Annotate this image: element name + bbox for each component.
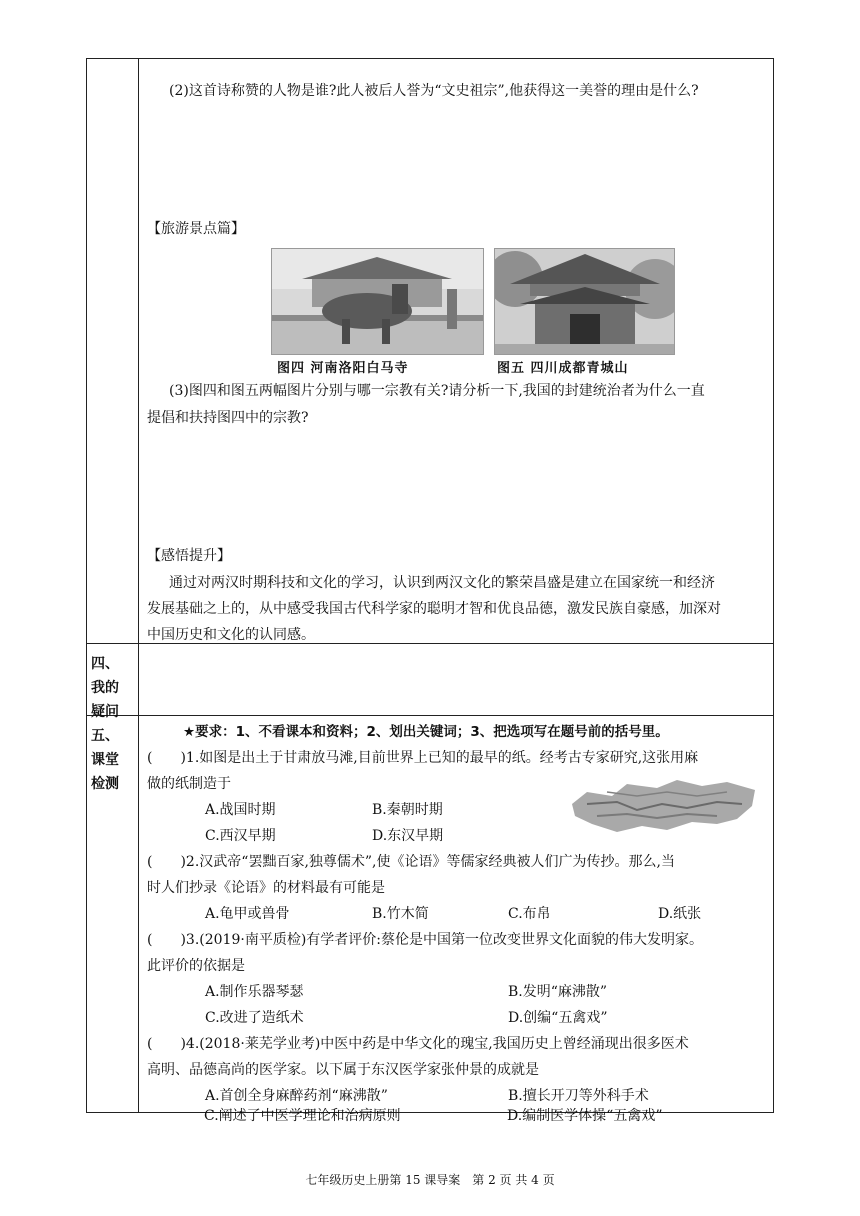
- table-row-my-questions: [87, 644, 773, 720]
- row-label-empty: [87, 59, 139, 643]
- page-footer: 七年级历史上册第 15 课导案 第 2 页 共 4 页: [305, 1173, 555, 1187]
- q4-option-a[interactable]: A.首创全身麻醉药剂“麻沸散”: [205, 1088, 388, 1104]
- q1-option-b[interactable]: B.秦朝时期: [372, 802, 443, 818]
- q1-option-a[interactable]: A.战国时期: [205, 802, 276, 818]
- q3-option-c[interactable]: C.改进了造纸术: [205, 1010, 304, 1026]
- q3-option-b[interactable]: B.发明“麻沸散”: [508, 984, 608, 1000]
- q3-option-d[interactable]: D.创编“五禽戏”: [508, 1010, 608, 1026]
- question-2: (2)这首诗称赞的人物是谁?此人被后人誉为“文史祖宗”,他获得这一美誉的理由是什么?: [169, 83, 699, 99]
- insight-line2: 发展基础之上的，从中感受我国古代科学家的聪明才智和优良品德，激发民族自豪感，加深对: [147, 601, 721, 617]
- photo-baima-temple: [271, 248, 484, 355]
- q2-option-a[interactable]: A.龟甲或兽骨: [205, 906, 290, 922]
- table-row-questions: [87, 59, 773, 644]
- q2-option-d[interactable]: D.纸张: [658, 906, 702, 922]
- q4-option-d[interactable]: D.编制医学体操“五禽戏”: [507, 1108, 663, 1124]
- test-q4-line1: ( )4.(2018·莱芜学业考)中医中药是中华文化的瑰宝,我国历史上曾经涌现出很多医术: [147, 1036, 689, 1052]
- caption-figure-4: 图四 河南洛阳白马寺: [277, 361, 409, 376]
- photo-qingcheng-mountain: [494, 248, 675, 355]
- classroom-test-cell: [139, 716, 773, 1112]
- question-3-line1: (3)图四和图五两幅图片分别与哪一宗教有关?请分析一下,我国的封建统治者为什么一直: [169, 383, 705, 399]
- q2-option-b[interactable]: B.竹木简: [372, 906, 429, 922]
- row-label-classroom-test: 五、 课堂 检测: [87, 716, 139, 1112]
- q4-option-b[interactable]: B.擅长开刀等外科手术: [508, 1088, 649, 1104]
- test-q2-line1: ( )2.汉武帝“罢黜百家,独尊儒术”,使《论语》等儒家经典被人们广为传抄。那么,当: [147, 854, 675, 870]
- row-label-my-questions: 四、 我的 疑问: [87, 644, 139, 715]
- q1-option-d[interactable]: D.东汉早期: [372, 828, 444, 844]
- insight-line3: 中国历史和文化的认同感。: [147, 627, 315, 643]
- question-3-line2: 提倡和扶持图四中的宗教?: [147, 410, 309, 426]
- test-q1-line1: ( )1.如图是出土于甘肃放马滩,目前世界上已知的最早的纸。经考古专家研究,这张用麻: [147, 750, 699, 766]
- q3-option-a[interactable]: A.制作乐器琴瑟: [205, 984, 304, 1000]
- photo-ancient-paper: [567, 774, 760, 837]
- test-q3-line2: 此评价的依据是: [147, 958, 245, 974]
- travel-section-title: 【旅游景点篇】: [147, 221, 245, 237]
- table-row-classroom-test: [87, 716, 773, 1112]
- insight-line1: 通过对两汉时期科技和文化的学习，认识到两汉文化的繁荣昌盛是建立在国家统一和经济: [169, 575, 715, 591]
- my-questions-cell[interactable]: [139, 644, 773, 715]
- test-q2-line2: 时人们抄录《论语》的材料最有可能是: [147, 880, 385, 896]
- test-q1-line2: 做的纸制造于: [147, 776, 231, 792]
- q4-option-c[interactable]: C.阐述了中医学理论和治病原则: [204, 1108, 401, 1124]
- caption-figure-5: 图五 四川成都青城山: [497, 361, 629, 376]
- lesson-table: [86, 58, 774, 1113]
- q1-option-c[interactable]: C.西汉早期: [205, 828, 276, 844]
- test-q3-line1: ( )3.(2019·南平质检)有学者评价:蔡伦是中国第一位改变世界文化面貌的伟大发明家。: [147, 932, 703, 948]
- questions-cell: [139, 59, 773, 643]
- insight-section-title: 【感悟提升】: [147, 548, 231, 564]
- test-q4-line2: 高明、品德高尚的医学家。以下属于东汉医学家张仲景的成就是: [147, 1062, 539, 1078]
- test-requirement: ★要求：1、不看课本和资料；2、划出关键词；3、把选项写在题号前的括号里。: [183, 724, 669, 740]
- q2-option-c[interactable]: C.布帛: [508, 906, 551, 922]
